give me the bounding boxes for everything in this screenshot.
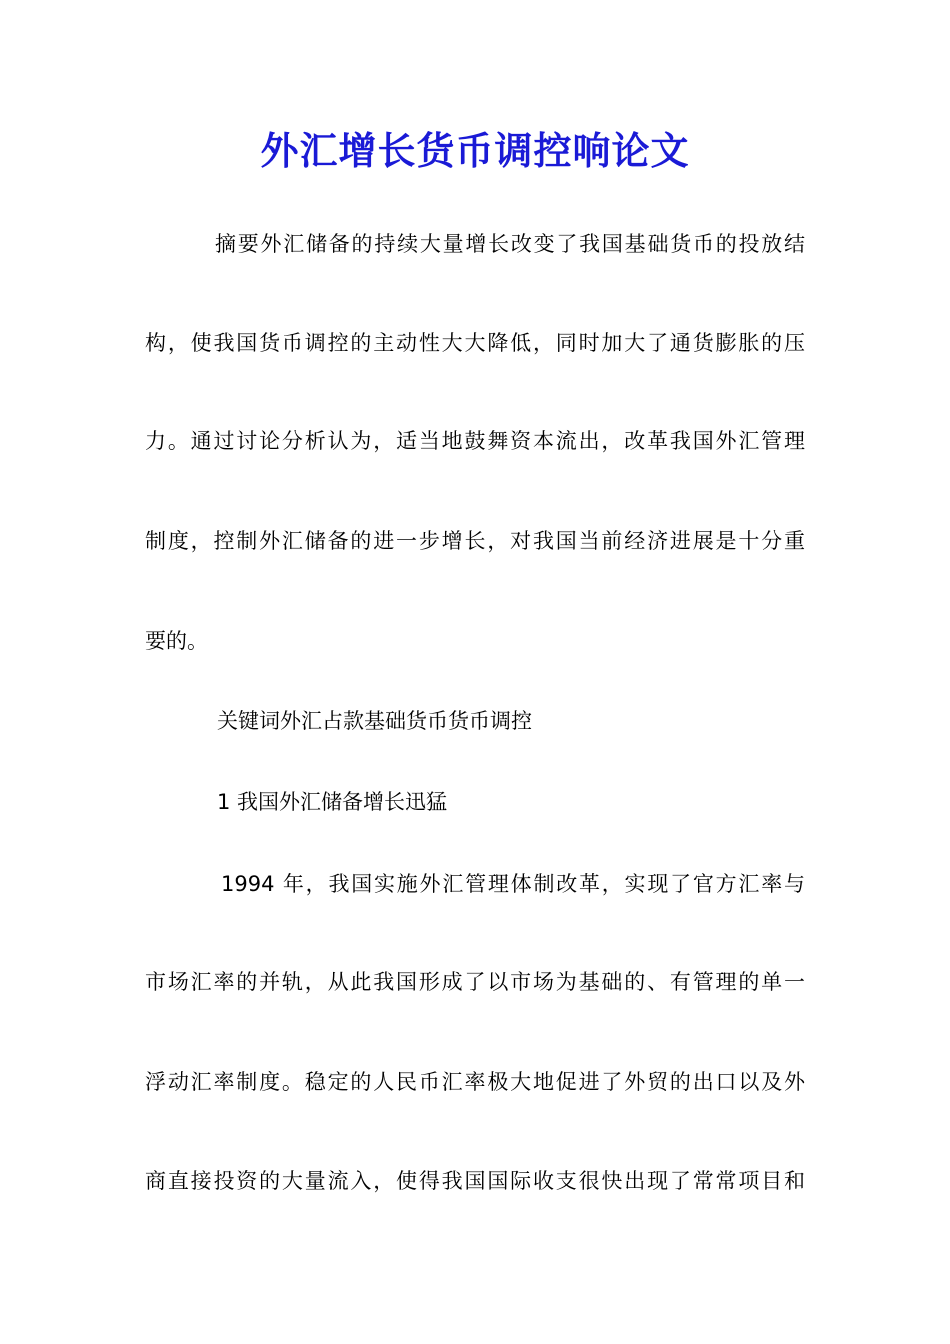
abstract-line-2: 构，使我国货币调控的主动性大大降低，同时加大了通货膨胀的压	[145, 331, 805, 355]
abstract-line-5: 要的。	[145, 629, 208, 653]
abstract-line-4: 制度，控制外汇储备的进一步增长，对我国当前经济进展是十分重	[145, 529, 805, 553]
body-line-3: 浮动汇率制度。稳定的人民币汇率极大地促进了外贸的出口以及外	[145, 1070, 805, 1094]
body-line-4: 商直接投资的大量流入，使得我国国际收支很快出现了常常项目和	[145, 1169, 805, 1193]
abstract-line-1: 摘要外汇储备的持续大量增长改变了我国基础货币的投放结	[215, 232, 805, 256]
section-heading: 1 我国外汇储备增长迅猛	[217, 790, 448, 814]
body-line-2: 市场汇率的并轨，从此我国形成了以市场为基础的、有管理的单一	[145, 970, 805, 994]
body-line-1: 1994 年，我国实施外汇管理体制改革，实现了官方汇率与	[221, 872, 805, 896]
keywords-line: 关键词外汇占款基础货币货币调控	[217, 709, 532, 733]
abstract-line-3: 力。通过讨论分析认为，适当地鼓舞资本流出，改革我国外汇管理	[145, 429, 805, 453]
document-title: 外汇增长货币调控响论文	[260, 128, 690, 173]
